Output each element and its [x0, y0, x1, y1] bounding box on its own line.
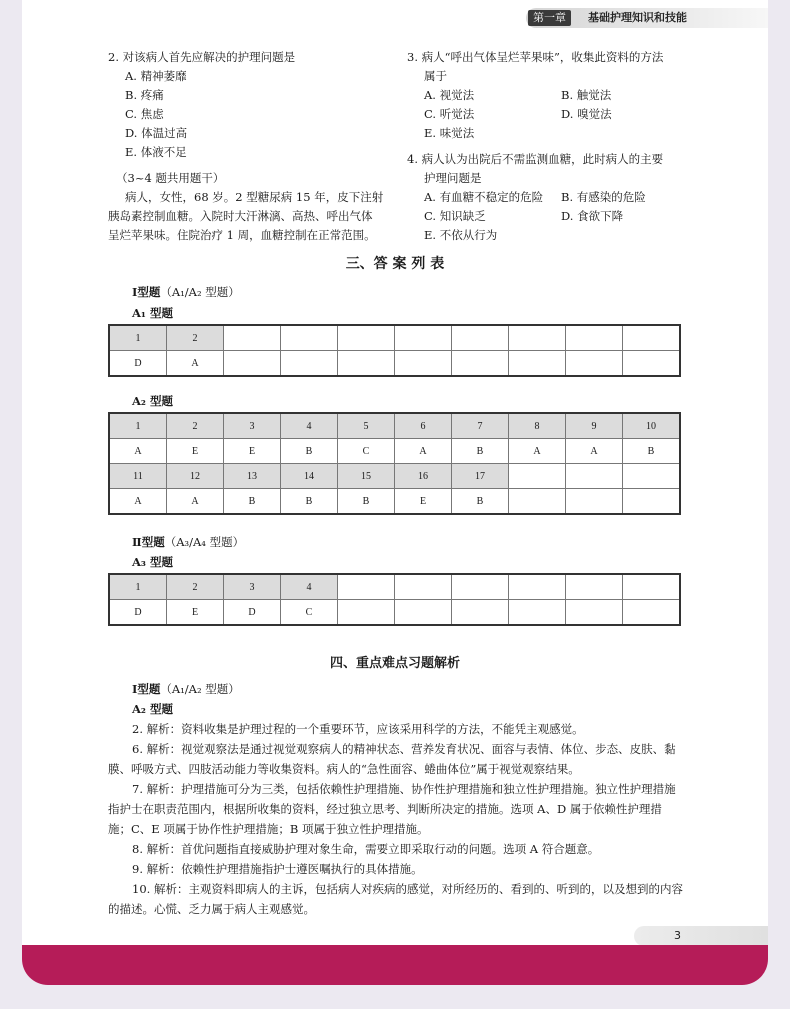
- answer-row: [109, 351, 680, 377]
- shared-stem-title: （3~4 题共用题干）: [116, 171, 225, 185]
- analysis-a2-label: A₂ 型题: [132, 702, 173, 716]
- type2-label: Ⅱ型题: [132, 535, 165, 549]
- table-cell: D: [109, 351, 167, 377]
- question-3-stem: 属于: [424, 69, 447, 83]
- question-4-options-row: [407, 207, 707, 226]
- table-cell: [224, 351, 281, 377]
- table-cell: 16: [395, 464, 452, 489]
- analysis-section-title: 四、重点难点习题解析: [329, 656, 460, 671]
- table-cell: 8: [509, 413, 566, 439]
- number-row: [109, 464, 680, 489]
- table-cell: [338, 600, 395, 626]
- analysis-line: 理措施；C、E 项属于协作性护理措施；B 项属于独立性护理措施。: [108, 802, 662, 836]
- table-cell: C: [281, 600, 338, 626]
- table-cell: 2: [167, 413, 224, 439]
- analysis-paragraph: [108, 859, 684, 879]
- analysis-line: 7. 解析：护理措施可分为三类，包括依赖性护理措施、协作性护理措施和独立性护理措施。独立性护理: [132, 782, 653, 796]
- table-cell: 13: [224, 464, 281, 489]
- table-cell: 1: [109, 413, 167, 439]
- answer-row: [109, 600, 680, 626]
- table-cell: [623, 351, 681, 377]
- table-cell: [509, 464, 566, 489]
- analysis-type1-label: Ⅰ型题: [132, 682, 161, 696]
- table-cell: A: [109, 439, 167, 464]
- table-cell: 14: [281, 464, 338, 489]
- question-2-option: B. 疼痛: [125, 88, 164, 102]
- table-cell: [452, 574, 509, 600]
- table-cell: 2: [167, 574, 224, 600]
- table-cell: [395, 351, 452, 377]
- table-cell: [395, 574, 452, 600]
- analysis-line: 容的描述。心慌、乏力属于病人主观感觉。: [108, 882, 683, 916]
- type2-suffix: （A₃/A₄ 型题）: [164, 535, 245, 549]
- table-cell: B: [623, 439, 681, 464]
- table-cell: [623, 574, 681, 600]
- table-cell: [338, 325, 395, 351]
- analysis-line: 6. 解析：视觉观察法是通过视觉观察病人的精神状态、营养发育状况、面容与表情、体位、步态、皮肤、黏: [132, 742, 676, 756]
- table-cell: 17: [452, 464, 509, 489]
- table-cell: 7: [452, 413, 509, 439]
- table-cell: E: [167, 439, 224, 464]
- analysis-body: [108, 679, 684, 919]
- table-cell: [623, 325, 681, 351]
- table-cell: B: [281, 489, 338, 515]
- chapter-header: [526, 8, 768, 28]
- table-cell: 4: [281, 574, 338, 600]
- shared-stem-line: 病人，女性，68 岁。2 型糖尿病 15 年，皮下注射: [125, 190, 384, 204]
- table-cell: E: [167, 600, 224, 626]
- question-3-options-row: [407, 86, 707, 105]
- a3-label: A₃ 型题: [132, 555, 173, 569]
- table-cell: [509, 351, 566, 377]
- number-row: [109, 325, 680, 351]
- question-4-option: C. 知识缺乏: [424, 209, 486, 223]
- table-cell: [452, 600, 509, 626]
- table-cell: [281, 351, 338, 377]
- answer-row: [109, 439, 680, 464]
- table-cell: 9: [566, 413, 623, 439]
- shared-stem-line: 胰岛素控制血糖。入院时大汗淋漓、高热、呼出气体: [108, 209, 373, 223]
- question-3-stem: 3. 病人“呼出气体呈烂苹果味”，收集此资料的方法: [407, 50, 664, 64]
- page-number-tab: [634, 926, 768, 946]
- a3-answer-table: [108, 573, 681, 626]
- question-3-option: C. 听觉法: [424, 107, 475, 121]
- table-cell: A: [109, 489, 167, 515]
- shared-stem-line: 呈烂苹果味。住院治疗 1 周，血糖控制在正常范围。: [108, 228, 376, 242]
- analysis-line: 10. 解析：主观资料即病人的主诉，包括病人对疾病的感觉，对所经历的、看到的、听到的，以及想到的内: [132, 882, 672, 896]
- table-cell: C: [338, 439, 395, 464]
- table-cell: A: [566, 439, 623, 464]
- table-cell: B: [452, 439, 509, 464]
- table-cell: [623, 489, 681, 515]
- analysis-paragraph: [108, 739, 684, 779]
- question-2-option: A. 精神萎靡: [125, 69, 187, 83]
- answer-row: [109, 489, 680, 515]
- table-cell: 1: [109, 325, 167, 351]
- table-cell: [395, 600, 452, 626]
- question-2-option: C. 焦虑: [125, 107, 164, 121]
- question-4-option: E. 不依从行为: [424, 228, 498, 242]
- table-cell: A: [509, 439, 566, 464]
- analysis-type1-heading: [108, 679, 684, 699]
- table-cell: [224, 325, 281, 351]
- question-4-option: B. 有感染的危险: [561, 190, 646, 204]
- table-cell: 10: [623, 413, 681, 439]
- table-cell: 1: [109, 574, 167, 600]
- a1-label: A₁ 型题: [132, 306, 173, 320]
- table-cell: [338, 351, 395, 377]
- page-number: 3: [674, 929, 681, 942]
- table-cell: D: [224, 600, 281, 626]
- table-cell: [566, 489, 623, 515]
- answer-section-title: 三、答 案 列 表: [345, 256, 445, 272]
- page: [22, 0, 768, 985]
- analysis-line: 2. 解析：资料收集是护理过程的一个重要环节，应该采用科学的方法，不能凭主观感觉。: [132, 722, 584, 736]
- question-4-option: D. 食欲下降: [561, 209, 624, 223]
- analysis-line: 措施指护士在职责范围内，根据所收集的资料，经过独立思考、判断所决定的措施。选项 A、D 属于依赖性护: [108, 782, 676, 816]
- number-row: [109, 574, 680, 600]
- analysis-line: 膜、呼吸方式、四肢活动能力等收集资料。病人的“急性面容、蜷曲体位”属于视觉观察结果。: [108, 762, 580, 776]
- table-cell: 4: [281, 413, 338, 439]
- table-cell: [566, 574, 623, 600]
- number-row: [109, 413, 680, 439]
- question-2-stem: 2. 对该病人首先应解决的护理问题是: [108, 50, 296, 64]
- question-4-stem: 护理问题是: [424, 171, 482, 185]
- table-cell: [509, 489, 566, 515]
- question-3-option: A. 视觉法: [424, 88, 475, 102]
- table-cell: D: [109, 600, 167, 626]
- table-cell: 12: [167, 464, 224, 489]
- table-cell: A: [395, 439, 452, 464]
- table-cell: [452, 351, 509, 377]
- table-cell: [338, 574, 395, 600]
- type2-heading: [132, 534, 244, 550]
- table-cell: [509, 574, 566, 600]
- analysis-line: 8. 解析：首优问题指直接威胁护理对象生命，需要立即采取行动的问题。选项 A 符合题意。: [132, 842, 600, 856]
- analysis-line: 9. 解析：依赖性护理措施指护士遵医嘱执行的具体措施。: [132, 862, 423, 876]
- chapter-title: 基础护理知识和技能: [588, 11, 687, 24]
- question-2-option: D. 体温过高: [125, 126, 188, 140]
- table-cell: [509, 325, 566, 351]
- table-cell: B: [281, 439, 338, 464]
- question-4-options-row: [407, 188, 707, 207]
- table-cell: B: [224, 489, 281, 515]
- question-3-option: D. 嗅觉法: [561, 107, 612, 121]
- table-cell: 3: [224, 413, 281, 439]
- chapter-tag: 第一章: [528, 10, 571, 26]
- table-cell: E: [395, 489, 452, 515]
- table-cell: B: [338, 489, 395, 515]
- table-cell: [566, 351, 623, 377]
- table-cell: 2: [167, 325, 224, 351]
- question-3-option: B. 触觉法: [561, 88, 612, 102]
- table-cell: B: [452, 489, 509, 515]
- table-cell: 15: [338, 464, 395, 489]
- table-cell: [566, 325, 623, 351]
- table-cell: A: [167, 489, 224, 515]
- a2-answer-table: [108, 412, 681, 515]
- a1-answer-table: [108, 324, 681, 377]
- table-cell: [509, 600, 566, 626]
- question-4-stem: 4. 病人认为出院后不需监测血糖，此时病人的主要: [407, 152, 664, 166]
- type1-suffix: （A₁/A₂ 型题）: [160, 285, 240, 299]
- type1-heading: [132, 284, 240, 300]
- a2-label: A₂ 型题: [132, 394, 173, 408]
- type1-label: Ⅰ型题: [132, 285, 161, 299]
- table-cell: [566, 464, 623, 489]
- table-cell: [623, 464, 681, 489]
- table-cell: E: [224, 439, 281, 464]
- table-cell: [623, 600, 681, 626]
- right-question-column: [407, 48, 707, 245]
- table-cell: [281, 325, 338, 351]
- table-cell: [395, 325, 452, 351]
- analysis-paragraph: [108, 779, 684, 839]
- bottom-accent-band: [22, 945, 768, 985]
- analysis-paragraph: [108, 839, 684, 859]
- table-cell: 5: [338, 413, 395, 439]
- question-4-option: A. 有血糖不稳定的危险: [424, 190, 544, 204]
- table-cell: 3: [224, 574, 281, 600]
- table-cell: A: [167, 351, 224, 377]
- analysis-paragraph: [108, 879, 684, 919]
- analysis-paragraph: [108, 719, 684, 739]
- question-3-options-row: [407, 105, 707, 124]
- question-3-option: E. 味觉法: [424, 126, 475, 140]
- table-cell: 6: [395, 413, 452, 439]
- table-cell: [566, 600, 623, 626]
- table-cell: 11: [109, 464, 167, 489]
- analysis-type1-suffix: （A₁/A₂ 型题）: [160, 682, 240, 696]
- question-2-option: E. 体液不足: [125, 145, 187, 159]
- left-question-column: [108, 48, 403, 245]
- table-cell: [452, 325, 509, 351]
